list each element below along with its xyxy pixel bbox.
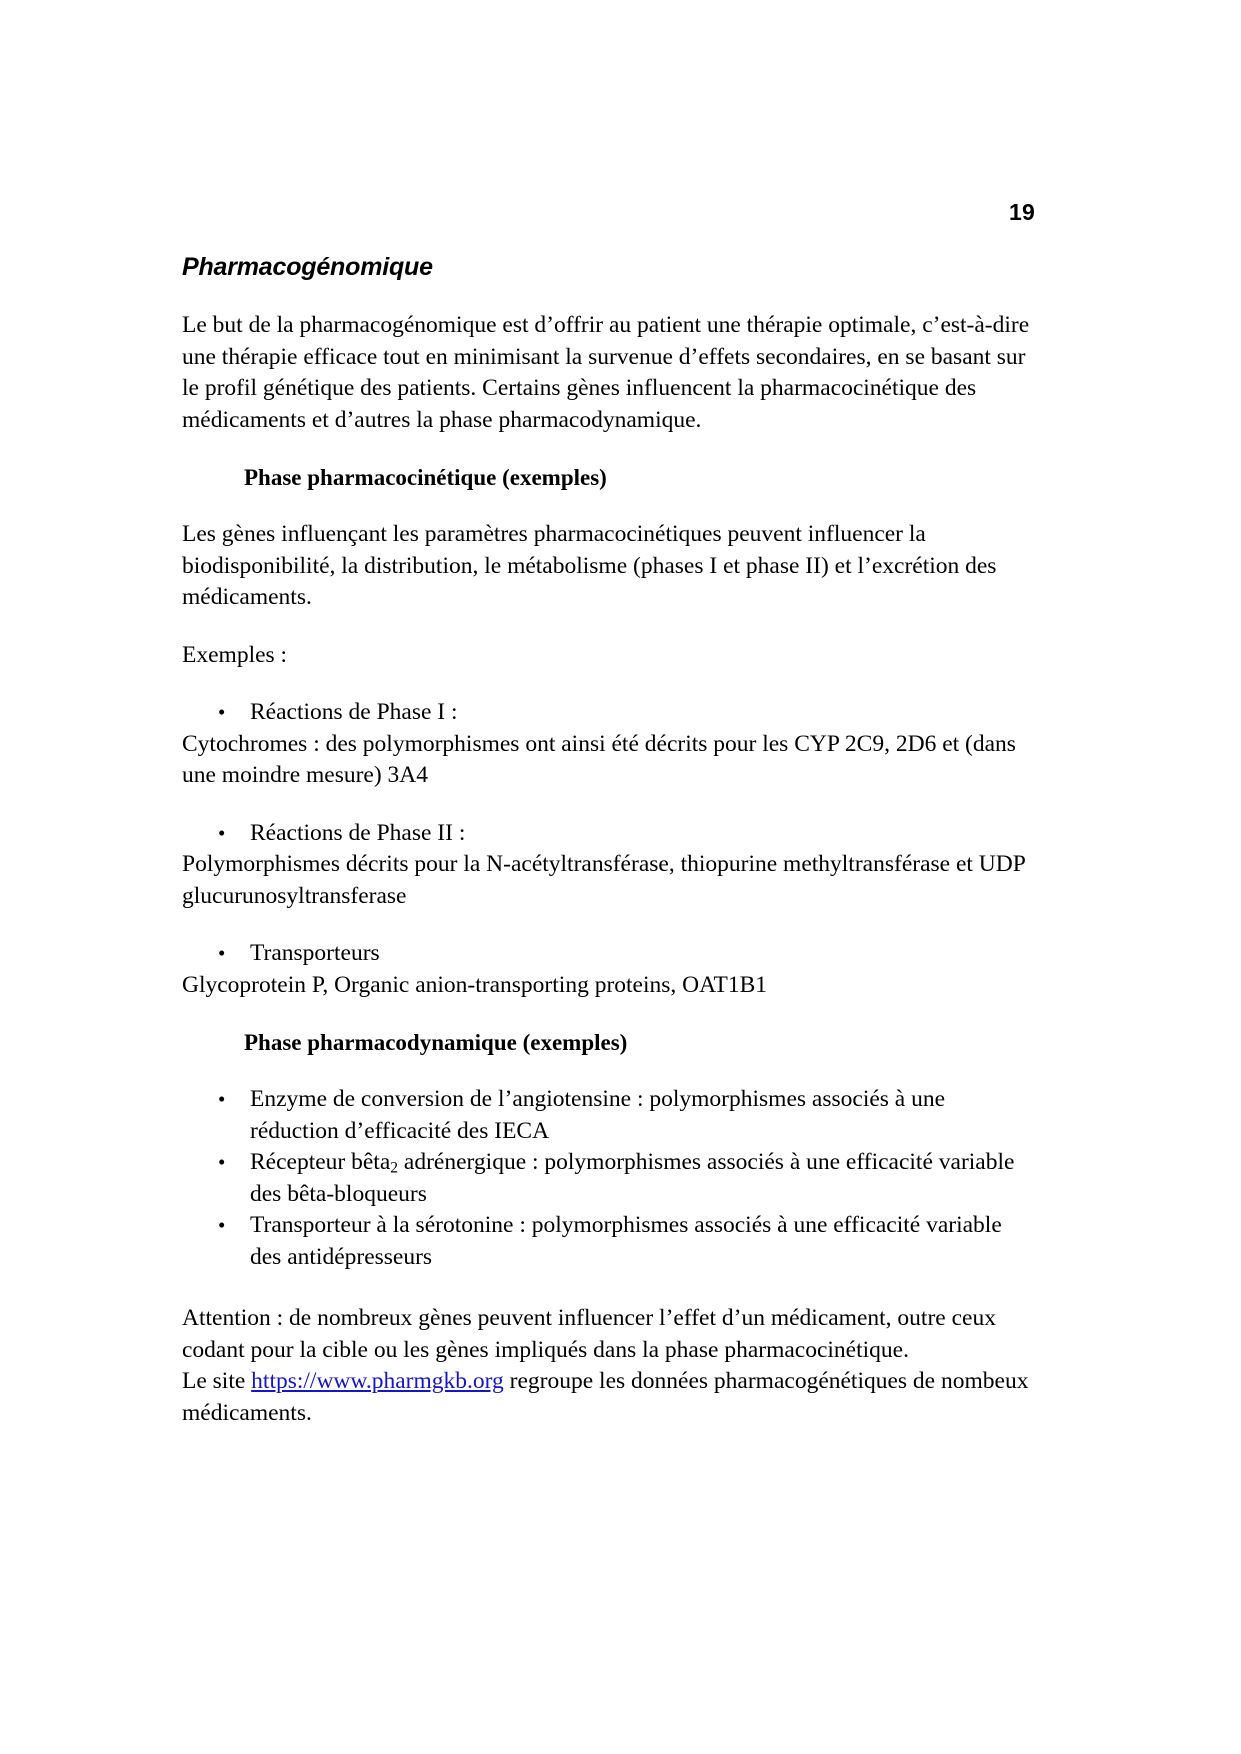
- bullet-phase-i: [182, 697, 1035, 729]
- heading-phase-pharmacodynamique: Phase pharmacodynamique (exemples): [244, 1030, 628, 1055]
- subscript-two: 2: [390, 1159, 399, 1177]
- page-title: Pharmacogénomique: [182, 253, 433, 281]
- list-item: [182, 818, 1035, 913]
- closing-line-1: Attention : de nombreux gènes peuvent influencer l’effet d’un médicament, outre ceux codant pour la cible ou les gènes impliqués dans la phase pharmacocinétique.: [182, 1305, 996, 1363]
- bullet-phase-ii-detail: Polymorphismes décrits pour la N-acétyltransférase, thiopurine methyltransférase et UDP glucurunosyltransferase: [182, 851, 1025, 909]
- closing-line-2-suffix: regroupe les données pharmacogénétiques de nombeux médicaments.: [182, 1368, 1029, 1426]
- document-body: [182, 252, 1035, 1455]
- closing-paragraph: [182, 1303, 1035, 1429]
- bullet-label: Transporteurs: [250, 940, 380, 966]
- bullet-icon: •: [218, 1150, 226, 1174]
- bullet-icon: •: [218, 700, 226, 724]
- bullet-icon: •: [218, 820, 226, 845]
- bullet-icon: •: [218, 941, 226, 965]
- list-item-label-beta2-after: adrénergique : polymorphismes associés à une efficacité variable des bêta-bloqueurs: [250, 1149, 1015, 1207]
- pharmgkb-link[interactable]: https://www.pharmgkb.org: [251, 1368, 504, 1394]
- list-item: [182, 1210, 1035, 1273]
- list-item: [182, 938, 1035, 1001]
- bullet-label: Réactions de Phase II :: [250, 819, 466, 846]
- bullet-label: Réactions de Phase I :: [250, 699, 458, 725]
- list-item: [182, 1084, 1035, 1147]
- list-item: [182, 1147, 1035, 1210]
- list-item-label-beta2-before: Récepteur bêta: [250, 1149, 391, 1175]
- bullet-phase-ii: [182, 818, 1035, 850]
- bullet-icon: •: [218, 1087, 226, 1111]
- list-item: [182, 697, 1035, 792]
- examples-label: Exemples :: [182, 641, 288, 668]
- list-item-label: Enzyme de conversion de l’angiotensine : polymorphismes associés à une réduction d’efficacité des IECA: [250, 1086, 946, 1144]
- pharmacodynamic-bullet-list: [182, 1084, 1035, 1273]
- list-item-label: Transporteur à la sérotonine : polymorphismes associés à une efficacité variable des antidépresseurs: [250, 1212, 1002, 1270]
- pharmacokinetic-paragraph: Les gènes influençant les paramètres pharmacocinétiques peuvent influencer la biodisponibilité, la distribution, le métabolisme (phases I et phase II) et l’excrétion des médicaments.: [182, 521, 997, 610]
- page-number: 19: [1009, 199, 1035, 225]
- heading-phase-pharmacocinetique: Phase pharmacocinétique (exemples): [244, 465, 607, 490]
- bullet-icon: •: [218, 1213, 226, 1237]
- bullet-phase-i-detail: Cytochromes : des polymorphismes ont ainsi été décrits pour les CYP 2C9, 2D6 et (dans une moindre mesure) 3A4: [182, 730, 1016, 788]
- closing-line-2-prefix: Le site: [182, 1368, 252, 1394]
- bullet-transporteurs-detail: Glycoprotein P, Organic anion-transporting proteins, OAT1B1: [182, 971, 768, 998]
- bullet-transporteurs: [182, 938, 1035, 970]
- intro-paragraph: Le but de la pharmacogénomique est d’offrir au patient une thérapie optimale, c’est-à-dire une thérapie efficace tout en minimisant la survenue d’effets secondaires, en se basant sur le profil génétique des patients. Certains gènes influencent la pharmacocinétique des médicaments et d’autres la phase pharmacodynamique.: [182, 312, 1030, 433]
